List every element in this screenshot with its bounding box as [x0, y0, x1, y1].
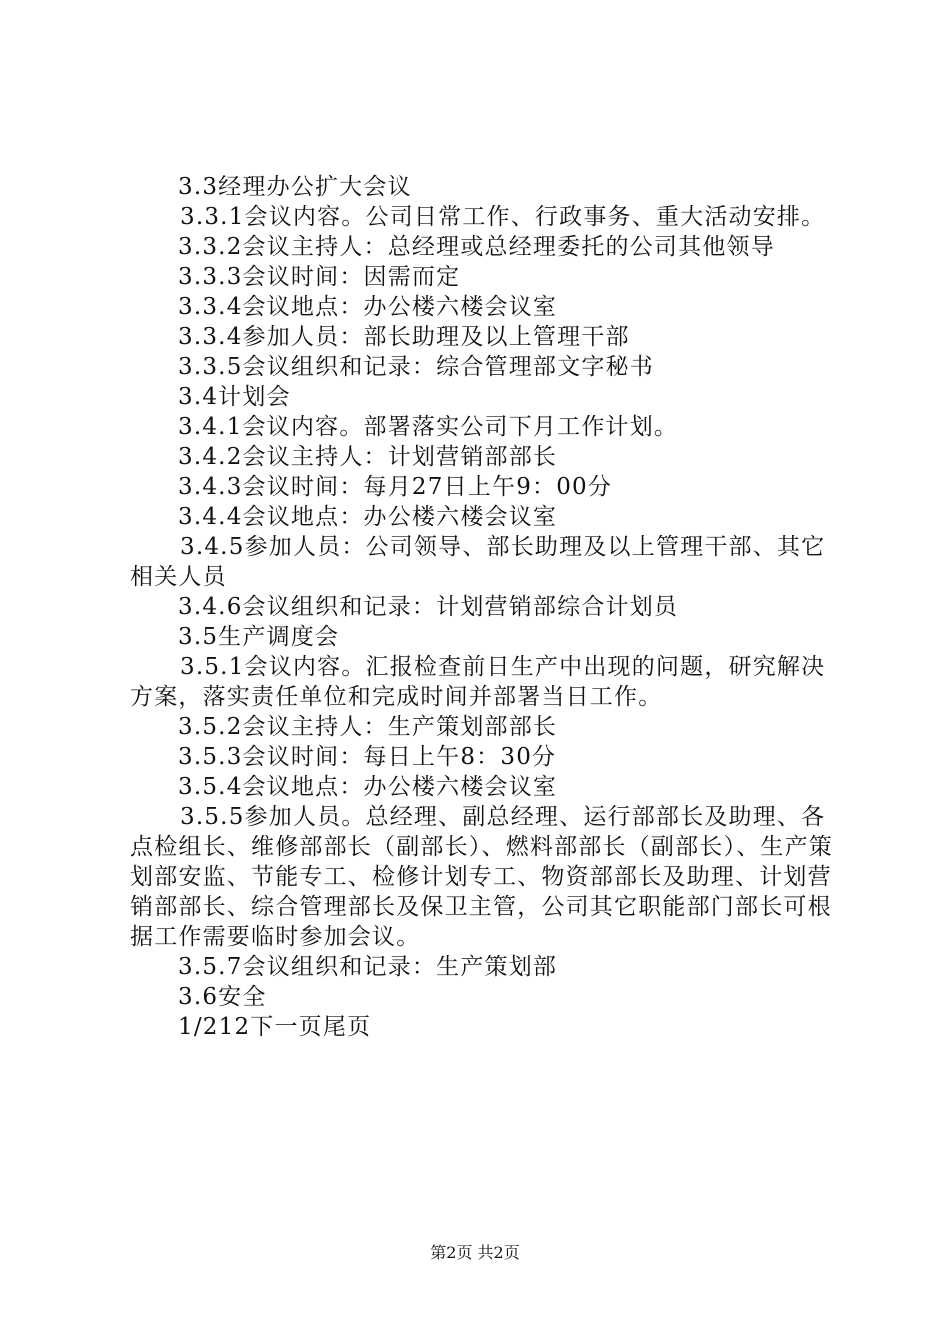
paragraph-3-3-2: 3.3.2会议主持人：总经理或总经理委托的公司其他领导 — [178, 234, 775, 260]
paragraph-3-5-2: 3.5.2会议主持人：生产策划部部长 — [178, 714, 558, 740]
section-heading-3-4: 3.4计划会 — [178, 384, 291, 410]
paragraph-3-4-2: 3.4.2会议主持人：计划营销部部长 — [178, 444, 558, 470]
paragraph-3-5-5: 3.5.5参加人员。总经理、副总经理、运行部部长及助理、各点检组长、维修部部长（副部长）、燃料部部长（副部长）、生产策划部安监、节能专工、检修计划专工、物资部部长及助理、计划营销部部长、综合管理部长及保卫主管，公司其它职能部门部长可根据工作需要临时参加会议。 — [130, 804, 833, 950]
paragraph-3-5-7: 3.5.7会议组织和记录：生产策划部 — [178, 954, 558, 980]
paragraph-3-4-1: 3.4.1会议内容。部署落实公司下月工作计划。 — [178, 414, 679, 440]
paragraph-3-3-3: 3.3.3会议时间：因需而定 — [178, 264, 461, 290]
paragraph-3-3-4-location: 3.3.4会议地点：办公楼六楼会议室 — [178, 294, 558, 320]
paragraph-3-3-4-attendees: 3.3.4参加人员：部长助理及以上管理干部 — [178, 324, 630, 350]
page-footer: 第2页 共2页 — [430, 1243, 520, 1262]
document-body — [130, 172, 835, 1042]
section-heading-3-6: 3.6安全 — [178, 984, 267, 1010]
pagination-text[interactable]: 1/212下一页尾页 — [178, 1014, 372, 1040]
paragraph-3-5-3: 3.5.3会议时间：每日上午8：30分 — [178, 744, 557, 770]
paragraph-3-4-4: 3.4.4会议地点：办公楼六楼会议室 — [178, 504, 558, 530]
paragraph-3-4-5: 3.4.5参加人员：公司领导、部长助理及以上管理干部、其它相关人员 — [130, 534, 826, 590]
section-heading-3-5: 3.5生产调度会 — [178, 624, 340, 650]
paragraph-3-3-5: 3.3.5会议组织和记录：综合管理部文字秘书 — [178, 354, 654, 380]
paragraph-3-4-6: 3.4.6会议组织和记录：计划营销部综合计划员 — [178, 594, 679, 620]
section-heading-3-3: 3.3经理办公扩大会议 — [178, 174, 412, 200]
paragraph-3-5-4: 3.5.4会议地点：办公楼六楼会议室 — [178, 774, 558, 800]
paragraph-3-3-1: 3.3.1会议内容。公司日常工作、行政事务、重大活动安排。 — [180, 204, 826, 230]
paragraph-3-4-3: 3.4.3会议时间：每月27日上午9：00分 — [178, 474, 613, 500]
paragraph-3-5-1: 3.5.1会议内容。汇报检查前日生产中出现的问题，研究解决方案，落实责任单位和完成时间并部署当日工作。 — [130, 654, 826, 710]
